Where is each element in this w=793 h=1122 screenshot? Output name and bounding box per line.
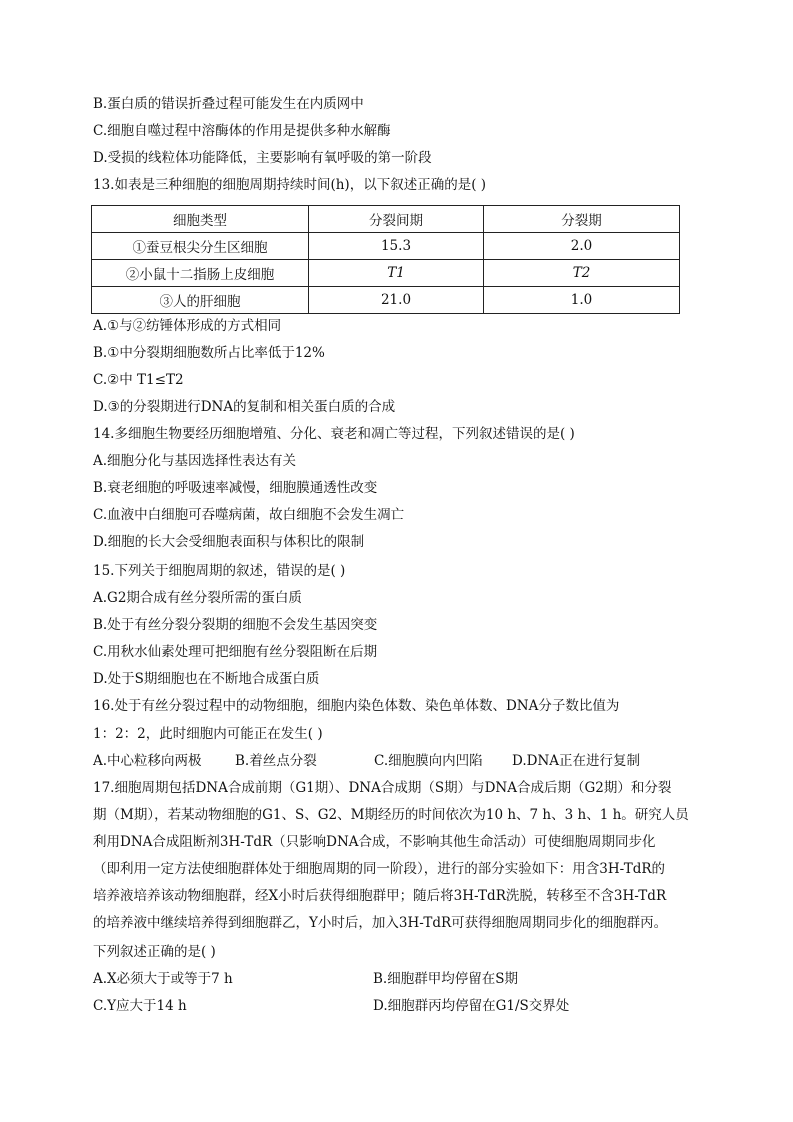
q14-option-c: C.血液中白细胞可吞噬病菌，故白细胞不会发生凋亡 (93, 507, 405, 523)
q14-stem: 14.多细胞生物要经历细胞增殖、分化、衰老和凋亡等过程，下列叙述错误的是( ) (93, 426, 575, 442)
q17-option-a: A.X必须大于或等于7 h (93, 971, 233, 987)
q12-option-d: D.受损的线粒体功能降低，主要影响有氧呼吸的第一阶段 (93, 150, 432, 166)
q17-line-3: 利用DNA合成阻断剂3H-TdR（只影响DNA合成，不影响其他生命活动）可使细胞周期同步化 (93, 834, 656, 850)
table-row (92, 233, 680, 260)
q14-option-a: A.细胞分化与基因选择性表达有关 (93, 453, 297, 469)
q17-line-7: 下列叙述正确的是( ) (93, 944, 216, 960)
q17-line-5: 培养液培养该动物细胞群，经X小时后获得细胞群甲；随后将3H-TdR洗脱，转移至不含3H-TdR (93, 888, 667, 904)
q15-option-d: D.处于S期细胞也在不断地合成蛋白质 (93, 671, 320, 687)
q15-stem: 15.下列关于细胞周期的叙述，错误的是( ) (93, 563, 346, 579)
table-cell: 15.3 (309, 233, 484, 260)
q16-option-a: A.中心粒移向两极 (93, 753, 202, 769)
table-row (92, 287, 680, 314)
q13-option-a: A.①与②纺锤体形成的方式相同 (93, 318, 282, 334)
q13-option-d: D.③的分裂期进行DNA的复制和相关蛋白质的合成 (93, 399, 396, 415)
q17-option-c: C.Y应大于14 h (93, 998, 187, 1014)
q16-stem-line1: 16.处于有丝分裂过程中的动物细胞，细胞内染色体数、染色单体数、DNA分子数比值为 (93, 698, 620, 714)
q16-option-d: D.DNA正在进行复制 (512, 753, 641, 769)
q17-option-b: B.细胞群甲均停留在S期 (373, 971, 518, 987)
table-header-cell-type: 细胞类型 (92, 206, 309, 233)
table-cell: ①蚕豆根尖分生区细胞 (92, 233, 309, 260)
table-header-row (92, 206, 680, 233)
q17-options-row-1 (93, 970, 518, 988)
q12-option-b: B.蛋白质的错误折叠过程可能发生在内质网中 (93, 96, 364, 112)
q13-option-b: B.①中分裂期细胞数所占比率低于12% (93, 345, 325, 361)
table-header-division: 分裂期 (484, 206, 680, 233)
q13-stem: 13.如表是三种细胞的细胞周期持续时间(h)，以下叙述正确的是( ) (93, 177, 487, 193)
q16-option-c: C.细胞膜向内凹陷 (374, 753, 483, 769)
table-cell: 2.0 (484, 233, 680, 260)
q15-option-c: C.用秋水仙素处理可把细胞有丝分裂阻断在后期 (93, 644, 378, 660)
q16-options (93, 752, 640, 770)
t2-symbol: T2 (572, 265, 591, 281)
q15-option-b: B.处于有丝分裂分裂期的细胞不会发生基因突变 (93, 617, 378, 633)
q17-line-6: 的培养液中继续培养得到细胞群乙，Y小时后，加入3H-TdR可获得细胞周期同步化的细胞群丙。 (93, 915, 668, 931)
table-row (92, 260, 680, 287)
q14-option-b: B.衰老细胞的呼吸速率减慢，细胞膜通透性改变 (93, 480, 378, 496)
q15-option-a: A.G2期合成有丝分裂所需的蛋白质 (93, 590, 302, 606)
t1-symbol: T1 (387, 265, 405, 281)
table-cell: 21.0 (309, 287, 484, 314)
q17-line-1: 17.细胞周期包括DNA合成前期（G1期）、DNA合成期（S期）与DNA合成后期（G2期）和分裂 (93, 780, 672, 796)
q16-option-b: B.着丝点分裂 (235, 753, 317, 769)
table-cell: 1.0 (484, 287, 680, 314)
q17-options-row-2 (93, 997, 569, 1015)
q12-option-c: C.细胞自噬过程中溶酶体的作用是提供多种水解酶 (93, 123, 391, 139)
q17-option-d: D.细胞群丙均停留在G1/S交界处 (373, 998, 570, 1014)
table-cell (309, 260, 484, 287)
table-cell (484, 260, 680, 287)
q17-line-4: （即利用一定方法使细胞群体处于细胞周期的同一阶段），进行的部分实验如下：用含3H-TdR的 (93, 861, 666, 877)
table-cell: ②小鼠十二指肠上皮细胞 (92, 260, 309, 287)
table-cell: ③人的肝细胞 (92, 287, 309, 314)
table-header-interphase: 分裂间期 (309, 206, 484, 233)
q16-stem-line2: 1：2：2，此时细胞内可能正在发生( ) (93, 726, 323, 742)
cell-cycle-table (91, 205, 680, 314)
q13-option-c: C.②中 T1≤T2 (93, 372, 184, 388)
q14-option-d: D.细胞的长大会受细胞表面积与体积比的限制 (93, 534, 365, 550)
q17-line-2: 期（M期），若某动物细胞的G1、S、G2、M期经历的时间依次为10 h、7 h、3 h、1 h。研究人员 (93, 807, 689, 823)
